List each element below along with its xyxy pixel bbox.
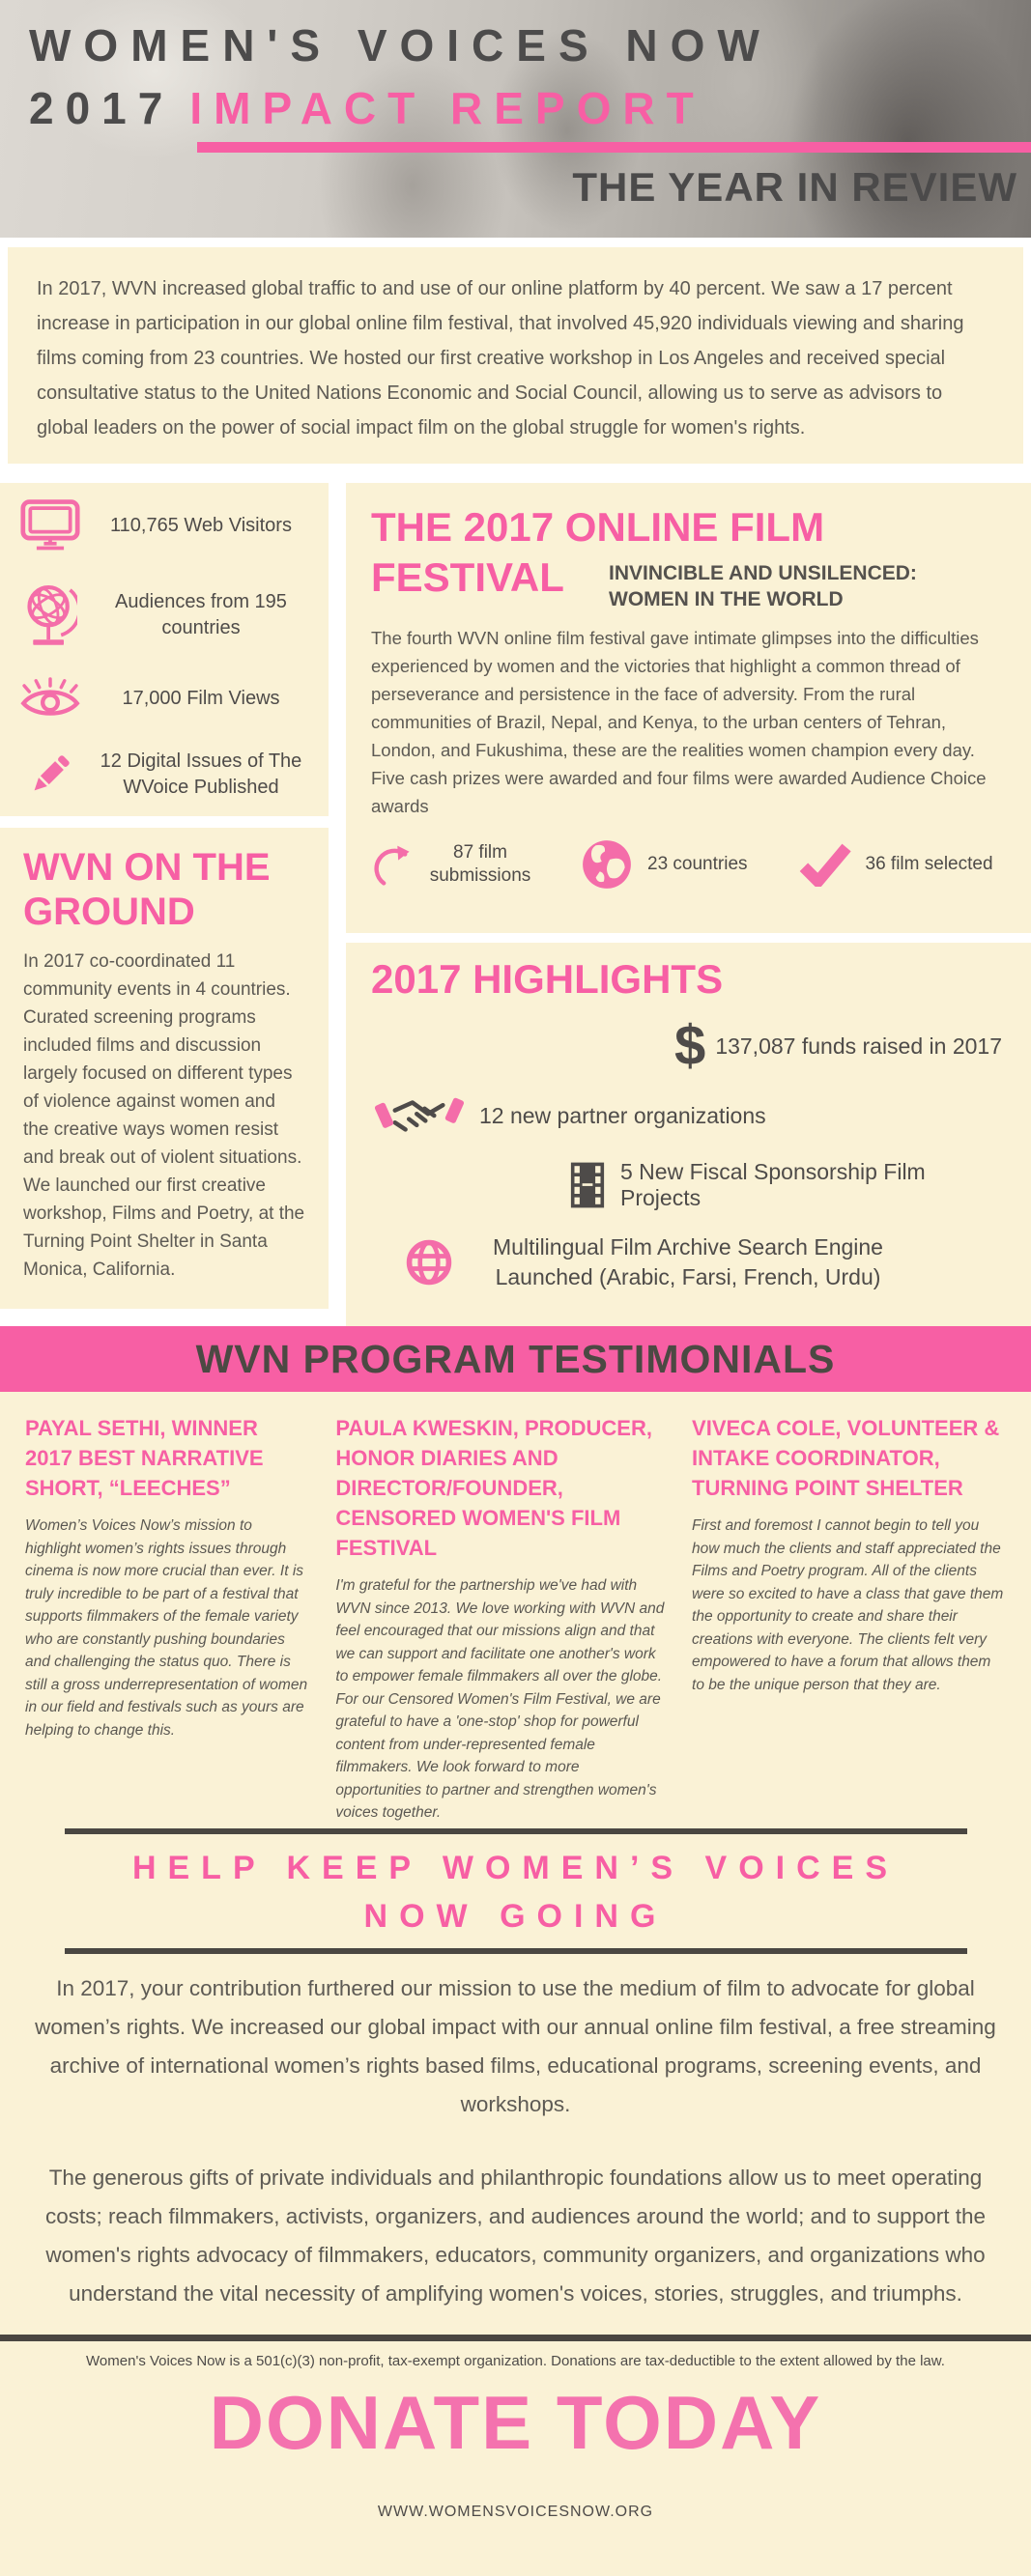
stat-audiences [14,581,315,649]
divider-top [65,1828,967,1834]
website-link[interactable]: WWW.WOMENSVOICESNOW.ORG [377,2504,654,2520]
report-title-accent: IMPACT REPORT [189,83,705,133]
festival-panel [346,483,1031,933]
testimonial-body: Women’s Voices Now’s mission to highlight women’s rights issues through cinema is now more crucial than ever. It is truly incredible to be part of a festival that supports filmmakers of the female variety who are constantly pushing boundaries and challenging the status quo. There is still a gross underrepresentation of women in our field and festivals such as yours are helping to change this. [25,1517,308,1739]
pencil-icon [14,750,87,799]
testimonials-band [0,1326,1031,1392]
testimonials-section [0,1392,1031,1828]
highlight-multilingual-archive [371,1232,1006,1292]
testimonial-body: I'm grateful for the partnership we've had with WVN since 2013. We love working with WVN and feel encouraged that our missions align and that we can support and facilitate one another's work to empower female filmmakers all over the globe. For our Censored Women's Film Festival, we are grateful to have a 'one-stop' shop for powerful content from under-represented female filmmakers. We look forward to more opportunities to partner and strengthen women's voices together. [335,1577,665,1821]
divider-full-width [0,2335,1031,2341]
intro-paragraph: In 2017, WVN increased global traffic to and use of our online platform by 40 percent. We saw a 17 percent increase in participation in our global online film festival, that involved 45,920 individuals viewing and sharing films coming from 23 countries. We hosted our first creative workshop in Los Angeles and received special consultative status to the United Nations Economic and Social Council, allowing us to serve as advisors to global leaders on the power of social impact film on the global struggle for women's rights. [37,278,964,439]
festival-stat-countries [580,837,748,892]
highlights-panel [346,943,1031,1326]
festival-stat-label: 23 countries [647,854,748,874]
testimonial-payal-sethi [25,1413,310,1828]
help-keep-heading: HELP KEEP WOMEN’S VOICES NOW GOING [131,1850,900,1935]
festival-stat-selected [798,842,993,887]
stat-film-views [14,677,315,720]
intro-panel [8,247,1023,464]
handshake-icon [375,1090,464,1142]
header-banner [0,0,1031,238]
highlight-funds-raised [371,1014,1006,1077]
on-the-ground-body: In 2017 co-coordinated 11 community events in 4 countries. Curated screening programs included films and discussion largely focused on different types of violence against women and the creative ways women resist and break out of violent situations. We launched our first creative workshop, Films and Poetry, at the Turning Point Shelter in Santa Monica, California. [23,951,305,1280]
web-stats-panel [0,483,329,816]
highlight-label: Multilingual Film Archive Search Engine Launched (Arabic, Farsi, French, Urdu) [493,1234,883,1289]
highlight-fiscal-sponsorship [371,1159,1006,1211]
festival-body: The fourth WVN online film festival gave intimate glimpses into the difficulties experienced by women and the victories that highlight a common thread of perseverance and persistence in the face of adversity. From the rural communities of Brazil, Nepal, and Kenya, to the urban centers of Tehran, London, and Fukushima, these are the realities women champion every day. Five cash prizes were awarded and four films were awarded Audience Choice awards [371,628,987,816]
highlight-label: 5 New Fiscal Sponsorship Film Projects [620,1159,926,1210]
on-the-ground-title: WVN ON THE GROUND [23,846,271,933]
monitor-icon [14,498,87,552]
year-in-review-subtitle: THE YEAR IN REVIEW [572,164,1017,210]
testimonial-heading: VIVECA COLE, VOLUNTEER & INTAKE COORDINATOR, TURNING POINT SHELTER [692,1416,1000,1500]
donate-paragraph-1: In 2017, your contribution furthered our mission to use the medium of film to advocate for global women’s rights. We increased our global impact with our annual online film festival, a free streaming archive of international women’s rights based films, educational programs, screening events, and workshops. [35,1976,996,2116]
stat-web-visitors [14,498,315,552]
stat-label: 17,000 Film Views [122,687,280,709]
festival-title: THE 2017 ONLINE FILM FESTIVAL [371,504,825,600]
testimonials-band-title: WVN PROGRAM TESTIMONIALS [195,1336,836,1381]
left-column [0,483,329,1326]
report-title: WOMEN'S VOICES NOW [29,20,772,71]
donate-paragraph-2: The generous gifts of private individuals and philanthropic foundations allow us to meet operating costs; reach filmmakers, activists, organizers, and audiences around the world; and to support the women's rights advocacy of filmmakers, educators, community organizers, and organizations who understand the vital necessity of amplifying women's voices, stories, struggles, and triumphs. [45,2166,986,2306]
bottom-section [0,1392,1031,2576]
eye-icon [14,677,87,720]
pink-divider [197,142,1031,153]
testimonial-viveca-cole [692,1413,1006,1828]
columns-area [0,483,1031,1326]
testimonial-heading: PAYAL SETHI, WINNER 2017 BEST NARRATIVE SHORT, “LEECHES” [25,1416,264,1500]
donate-today-button[interactable]: DONATE TODAY [209,2380,822,2465]
highlight-label: 12 new partner organizations [479,1102,766,1128]
testimonial-paula-kweskin [335,1413,667,1828]
festival-stat-label: 36 film selected [865,854,993,874]
festival-stat-label: 87 film submissions [429,842,531,886]
festival-subtitle: INVINCIBLE AND UNSILENCED: WOMEN IN THE WORLD [609,562,917,610]
on-the-ground-panel [0,828,329,1309]
divider-bottom [65,1948,967,1954]
report-title-line2 [29,82,705,134]
web-globe-icon [404,1237,454,1288]
earth-icon [580,837,634,892]
checkmark-icon [798,842,852,887]
filmstrip-icon [570,1161,605,1209]
highlights-title: 2017 HIGHLIGHTS [371,956,724,1002]
stat-label: 110,765 Web Visitors [110,514,292,536]
testimonial-heading: PAULA KWESKIN, PRODUCER, HONOR DIARIES AND DIRECTOR/FOUNDER, CENSORED WOMEN'S FILM FESTIVAL [335,1416,652,1560]
tax-fine-print: Women's Voices Now is a 501(c)(3) non-profit, tax-exempt organization. Donations are tax-deductible to the extent allowed by the law. [86,2353,945,2369]
right-column [346,483,1031,1326]
highlight-label: 137,087 funds raised in 2017 [715,1033,1002,1059]
stat-digital-issues [14,749,315,801]
refresh-arrow-icon [371,838,414,891]
report-year: 2017 [29,83,175,133]
festival-stat-submissions [371,838,533,891]
dollar-icon: $ [674,1014,706,1077]
highlight-partners [371,1090,1006,1142]
festival-stats-row [371,837,1006,892]
stat-label: Audiences from 195 countries [115,590,287,638]
stat-label: 12 Digital Issues of The WVoice Published [100,750,302,798]
testimonial-body: First and foremost I cannot begin to tell you how much the clients and staff appreciated the Films and Poetry program. All of the clients were so excited to have a class that gave them the opportunity to create and share their creations with everyone. The clients felt very empowered to have a forum that allows them to be the unique person that they are. [692,1517,1004,1693]
desk-globe-icon [14,581,87,649]
